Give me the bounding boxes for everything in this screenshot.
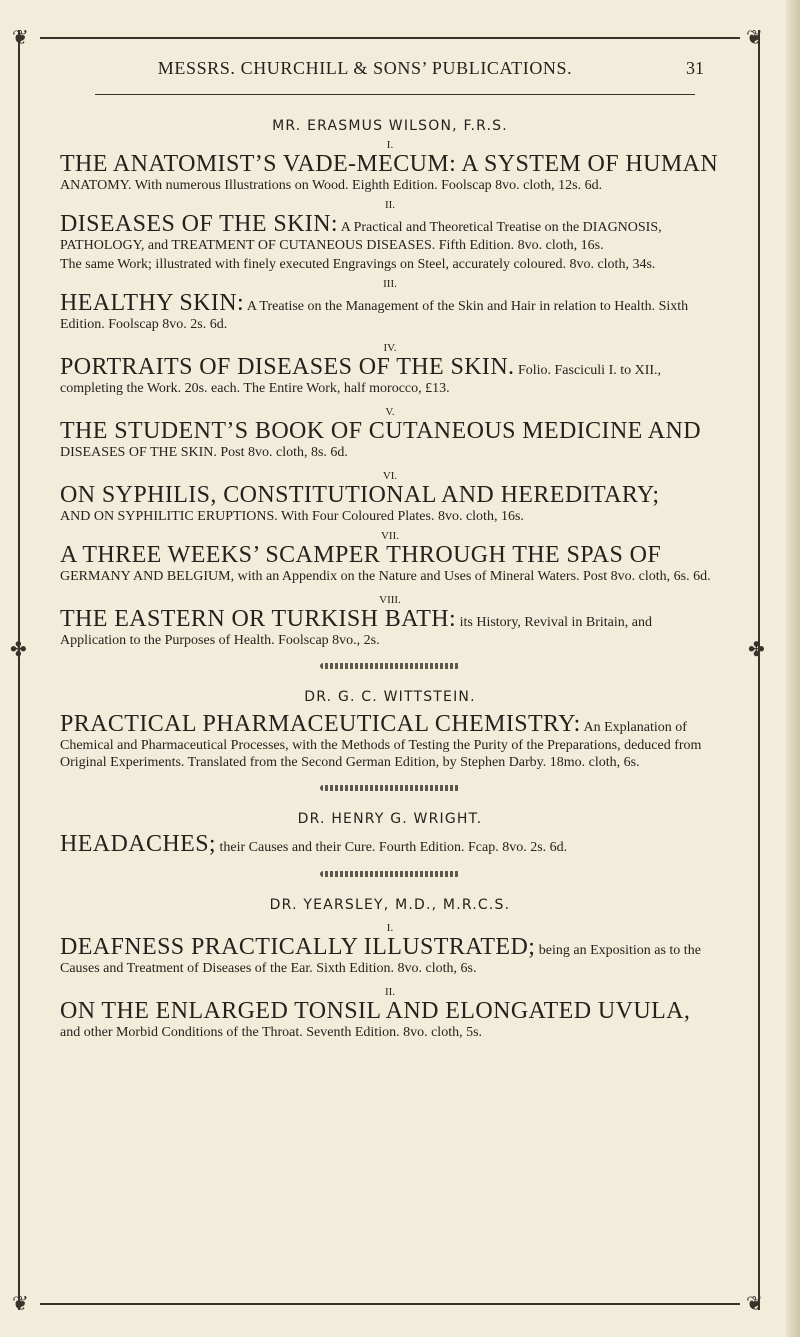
book-entry — [60, 934, 720, 977]
side-ornament-icon: ✤ — [748, 639, 765, 661]
left-border — [18, 30, 20, 1310]
book-title: ON SYPHILIS, CONSTITUTIONAL AND HEREDITARY; — [60, 482, 660, 508]
top-rule — [40, 37, 740, 39]
entry-numeral: III. — [383, 278, 397, 290]
page-edge-shadow — [786, 0, 800, 1337]
book-title: ON THE ENLARGED TONSIL AND ELONGATED UVULA, — [60, 998, 691, 1024]
bottom-rule — [40, 1303, 740, 1305]
entry-numeral: II. — [384, 986, 396, 998]
book-description: being an Exposition as to the Causes and Treatment of Diseases of the Ear. Sixth Edition. 8vo. cloth, 6s. — [60, 943, 701, 976]
entry-numeral: VII. — [380, 530, 400, 542]
side-ornament-icon: ✤ — [10, 639, 27, 661]
book-title: DEAFNESS PRACTICALLY ILLUSTRATED; — [60, 934, 536, 960]
right-border — [758, 30, 760, 1310]
entry-numeral: VI. — [382, 470, 398, 482]
book-entry — [60, 998, 720, 1041]
corner-ornament-icon: ❦ — [12, 1293, 29, 1315]
entry-numeral: V. — [385, 406, 395, 418]
under-header-rule — [95, 94, 695, 95]
book-title: PORTRAITS OF DISEASES OF THE SKIN. — [60, 354, 515, 380]
book-entry — [60, 151, 720, 194]
book-description: DISEASES OF THE SKIN. Post 8vo. cloth, 8s. 6d. — [60, 445, 348, 460]
book-entry — [60, 542, 720, 585]
book-description: AND ON SYPHILITIC ERUPTIONS. With Four Coloured Plates. 8vo. cloth, 16s. — [60, 509, 524, 524]
book-description: GERMANY AND BELGIUM, with an Appendix on the Nature and Uses of Mineral Waters. Post 8vo. cloth, 6s. 6d. — [60, 569, 711, 584]
entry-numeral: I. — [386, 922, 394, 934]
book-entry — [60, 290, 720, 333]
book-title: HEADACHES; — [60, 831, 217, 857]
book-entry — [60, 418, 720, 461]
running-header: MESSRS. CHURCHILL & SONS’ PUBLICATIONS. — [157, 58, 573, 78]
entry-numeral: VIII. — [379, 594, 401, 606]
book-description: and other Morbid Conditions of the Throat. Seventh Edition. 8vo. cloth, 5s. — [60, 1025, 483, 1040]
book-title: THE EASTERN OR TURKISH BATH: — [60, 606, 457, 632]
book-description: Folio. Fasciculi I. to XII., completing the Work. 20s. each. The Entire Work, half morocco, £13. — [60, 363, 662, 396]
book-title: THE ANATOMIST’S VADE-MECUM: A SYSTEM OF HUMAN — [60, 151, 719, 177]
section-divider — [320, 785, 460, 791]
book-description: ANATOMY. With numerous Illustrations on Wood. Eighth Edition. Foolscap 8vo. cloth, 12s. 6d. — [60, 178, 603, 193]
book-entry — [60, 831, 720, 857]
corner-ornament-icon: ❦ — [746, 1293, 763, 1315]
book-title: THE STUDENT’S BOOK OF CUTANEOUS MEDICINE AND — [60, 418, 702, 444]
author-heading: DR. HENRY G. WRIGHT. — [297, 811, 483, 827]
book-title: PRACTICAL PHARMACEUTICAL CHEMISTRY: — [60, 711, 581, 737]
book-description: their Causes and their Cure. Fourth Edition. Fcap. 8vo. 2s. 6d. — [219, 840, 568, 855]
book-description: An Explanation of Chemical and Pharmaceutical Processes, with the Methods of Testing the Purity of the Preparations, deduced from Original Experiments. Translated from the Second German Edition, by Stephen Darby. 18mo. cloth, 6s. — [60, 720, 702, 770]
publication-list — [60, 118, 720, 1041]
entry-numeral: I. — [386, 139, 394, 151]
corner-ornament-icon: ❦ — [12, 27, 29, 49]
author-heading: MR. ERASMUS WILSON, F.R.S. — [272, 118, 508, 134]
book-title: HEALTHY SKIN: — [60, 290, 245, 316]
entry-numeral: IV. — [383, 342, 397, 354]
book-description: A Treatise on the Management of the Skin and Hair in relation to Health. Sixth Edition. Foolscap 8vo. 2s. 6d. — [60, 299, 689, 332]
book-entry — [60, 606, 720, 649]
page-number: 31 — [686, 58, 704, 78]
corner-ornament-icon: ❦ — [746, 27, 763, 49]
entry-numeral: II. — [384, 199, 396, 211]
section-divider — [320, 871, 460, 877]
book-description: A Practical and Theoretical Treatise on the DIAGNOSIS, PATHOLOGY, and TREATMENT OF CUTANEOUS DISEASES. Fifth Edition. 8vo. cloth, 16s. — [60, 220, 662, 253]
author-heading: DR. YEARSLEY, M.D., M.R.C.S. — [269, 897, 511, 913]
book-entry — [60, 211, 720, 254]
author-heading: DR. G. C. WITTSTEIN. — [304, 689, 476, 705]
book-entry — [60, 354, 720, 397]
book-title: DISEASES OF THE SKIN: — [60, 211, 338, 237]
book-description: its History, Revival in Britain, and Application to the Purposes of Health. Foolscap 8vo., 2s. — [60, 615, 652, 648]
book-entry — [60, 711, 720, 771]
section-divider — [320, 663, 460, 669]
book-note: The same Work; illustrated with finely executed Engravings on Steel, accurately coloured. 8vo. cloth, 34s. — [60, 257, 656, 272]
book-title: A THREE WEEKS’ SCAMPER THROUGH THE SPAS OF — [60, 542, 662, 568]
book-entry — [60, 482, 720, 525]
